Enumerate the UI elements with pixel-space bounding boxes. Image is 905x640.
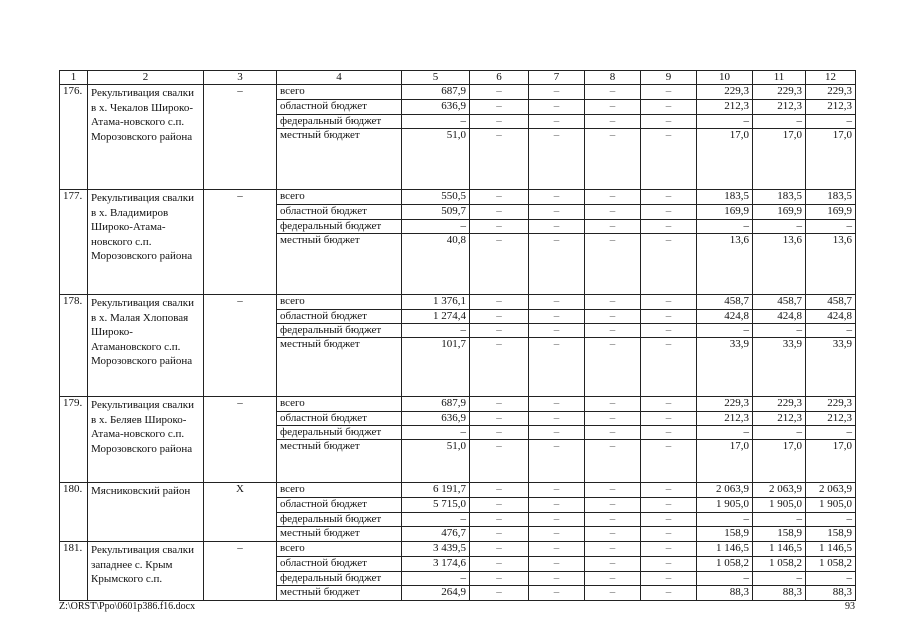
project-number: 179. (60, 397, 88, 483)
year-value: – (585, 310, 641, 324)
budget-source: областной бюджет (277, 205, 402, 220)
budget-source: местный бюджет (277, 129, 402, 190)
year-value: – (470, 513, 529, 527)
year-value: – (697, 115, 753, 129)
budget-source: федеральный бюджет (277, 426, 402, 440)
budget-source: всего (277, 295, 402, 310)
project-col3: – (204, 542, 277, 601)
year-value: – (470, 205, 529, 220)
year-value: – (641, 483, 697, 498)
year-value: – (470, 542, 529, 557)
year-value: – (470, 310, 529, 324)
project-name: Рекультивация свалки в х. Малая Хлоповая Широко-Атамановского с.п. Морозовского района (88, 295, 204, 397)
year-value: – (529, 527, 585, 542)
year-value: – (806, 513, 856, 527)
year-value: 17,0 (806, 440, 856, 483)
year-value: – (529, 100, 585, 115)
year-value: 1 905,0 (753, 498, 806, 513)
year-value: – (470, 397, 529, 412)
project-name: Рекультивация свалки в х. Беляев Широко-Атама-новского с.п. Морозовского района (88, 397, 204, 483)
budget-source: всего (277, 190, 402, 205)
year-value: – (585, 426, 641, 440)
year-value: – (806, 324, 856, 338)
year-value: – (470, 586, 529, 601)
year-value: – (806, 115, 856, 129)
year-value: – (470, 338, 529, 397)
year-value: 17,0 (697, 129, 753, 190)
year-value: 458,7 (753, 295, 806, 310)
header-cell: 11 (753, 71, 806, 85)
year-value: – (585, 234, 641, 295)
footer-file-path: Z:\ORST\Ppo\0601p386.f16.docx (59, 601, 196, 612)
budget-source: местный бюджет (277, 586, 402, 601)
year-value: – (585, 338, 641, 397)
year-value: – (641, 220, 697, 234)
table-row (60, 483, 856, 498)
budget-source: областной бюджет (277, 412, 402, 426)
year-value: – (470, 557, 529, 572)
year-value: 212,3 (753, 100, 806, 115)
year-value: – (470, 440, 529, 483)
year-value: 169,9 (753, 205, 806, 220)
total-value: – (402, 324, 470, 338)
table-row (60, 85, 856, 100)
year-value: 2 063,9 (697, 483, 753, 498)
year-value: 212,3 (697, 412, 753, 426)
year-value: – (470, 324, 529, 338)
total-value: 51,0 (402, 129, 470, 190)
year-value: – (641, 234, 697, 295)
year-value: – (585, 557, 641, 572)
header-cell: 4 (277, 71, 402, 85)
project-number: 177. (60, 190, 88, 295)
year-value: – (641, 586, 697, 601)
year-value: – (585, 129, 641, 190)
year-value: – (529, 498, 585, 513)
year-value: – (529, 295, 585, 310)
year-value: – (697, 513, 753, 527)
year-value: – (529, 572, 585, 586)
year-value: 424,8 (697, 310, 753, 324)
total-value: – (402, 115, 470, 129)
total-value: 1 376,1 (402, 295, 470, 310)
year-value: – (641, 324, 697, 338)
total-value: 509,7 (402, 205, 470, 220)
year-value: 33,9 (753, 338, 806, 397)
year-value: 169,9 (806, 205, 856, 220)
year-value: – (641, 542, 697, 557)
year-value: 1 146,5 (697, 542, 753, 557)
year-value: – (641, 310, 697, 324)
total-value: – (402, 220, 470, 234)
total-value: – (402, 572, 470, 586)
year-value: – (753, 115, 806, 129)
year-value: – (641, 557, 697, 572)
project-col3: – (204, 85, 277, 190)
header-cell: 7 (529, 71, 585, 85)
header-cell: 10 (697, 71, 753, 85)
year-value: – (806, 220, 856, 234)
total-value: 40,8 (402, 234, 470, 295)
year-value: – (529, 513, 585, 527)
year-value: 13,6 (753, 234, 806, 295)
year-value: – (641, 572, 697, 586)
year-value: – (470, 100, 529, 115)
budget-source: федеральный бюджет (277, 220, 402, 234)
year-value: – (641, 295, 697, 310)
year-value: – (529, 115, 585, 129)
year-value: 33,9 (697, 338, 753, 397)
budget-source: всего (277, 397, 402, 412)
total-value: 550,5 (402, 190, 470, 205)
project-col3: – (204, 190, 277, 295)
header-cell: 1 (60, 71, 88, 85)
project-name: Мясниковский район (88, 483, 204, 542)
year-value: 88,3 (753, 586, 806, 601)
total-value: 1 274,4 (402, 310, 470, 324)
year-value: – (641, 100, 697, 115)
budget-source: местный бюджет (277, 338, 402, 397)
project-number: 180. (60, 483, 88, 542)
header-cell: 8 (585, 71, 641, 85)
year-value: – (529, 483, 585, 498)
year-value: – (697, 220, 753, 234)
year-value: – (641, 440, 697, 483)
year-value: – (470, 426, 529, 440)
year-value: 183,5 (806, 190, 856, 205)
project-number: 178. (60, 295, 88, 397)
header-cell: 5 (402, 71, 470, 85)
year-value: – (529, 205, 585, 220)
footer-page-number: 93 (845, 601, 855, 612)
total-value: 476,7 (402, 527, 470, 542)
year-value: – (585, 498, 641, 513)
year-value: 1 146,5 (753, 542, 806, 557)
year-value: – (697, 426, 753, 440)
year-value: – (585, 527, 641, 542)
year-value: 17,0 (753, 440, 806, 483)
total-value: – (402, 426, 470, 440)
year-value: – (529, 324, 585, 338)
project-name: Рекультивация свалки в х. Владимиров Широко-Атама-новского с.п. Морозовского района (88, 190, 204, 295)
year-value: 1 905,0 (697, 498, 753, 513)
year-value: – (470, 572, 529, 586)
year-value: – (585, 295, 641, 310)
year-value: – (529, 542, 585, 557)
budget-source: федеральный бюджет (277, 513, 402, 527)
year-value: 212,3 (806, 100, 856, 115)
year-value: – (585, 324, 641, 338)
budget-source: местный бюджет (277, 440, 402, 483)
year-value: – (753, 324, 806, 338)
header-cell: 2 (88, 71, 204, 85)
total-value: 687,9 (402, 397, 470, 412)
table-row (60, 397, 856, 412)
year-value: 458,7 (697, 295, 753, 310)
budget-source: всего (277, 542, 402, 557)
year-value: – (529, 220, 585, 234)
year-value: – (585, 412, 641, 426)
year-value: – (470, 412, 529, 426)
year-value: – (529, 412, 585, 426)
year-value: – (641, 513, 697, 527)
year-value: – (753, 572, 806, 586)
year-value: 169,9 (697, 205, 753, 220)
year-value: – (470, 295, 529, 310)
header-cell: 6 (470, 71, 529, 85)
year-value: – (470, 527, 529, 542)
header-row (60, 71, 856, 85)
total-value: 264,9 (402, 586, 470, 601)
budget-table (59, 70, 856, 601)
year-value: – (585, 85, 641, 100)
year-value: – (470, 483, 529, 498)
total-value: 636,9 (402, 100, 470, 115)
year-value: 1 058,2 (806, 557, 856, 572)
project-col3: – (204, 295, 277, 397)
year-value: – (753, 426, 806, 440)
year-value: – (470, 498, 529, 513)
year-value: – (753, 220, 806, 234)
year-value: – (697, 324, 753, 338)
year-value: – (585, 513, 641, 527)
total-value: – (402, 513, 470, 527)
year-value: – (529, 129, 585, 190)
year-value: 229,3 (697, 397, 753, 412)
year-value: – (641, 338, 697, 397)
year-value: 88,3 (697, 586, 753, 601)
header-cell: 9 (641, 71, 697, 85)
year-value: – (529, 426, 585, 440)
year-value: – (529, 557, 585, 572)
budget-source: федеральный бюджет (277, 572, 402, 586)
total-value: 101,7 (402, 338, 470, 397)
year-value: – (585, 100, 641, 115)
year-value: – (585, 542, 641, 557)
year-value: – (470, 234, 529, 295)
year-value: 229,3 (806, 85, 856, 100)
year-value: – (641, 115, 697, 129)
total-value: 5 715,0 (402, 498, 470, 513)
year-value: – (641, 85, 697, 100)
year-value: 2 063,9 (753, 483, 806, 498)
year-value: 458,7 (806, 295, 856, 310)
year-value: – (585, 205, 641, 220)
year-value: 1 058,2 (697, 557, 753, 572)
year-value: – (529, 310, 585, 324)
year-value: 158,9 (697, 527, 753, 542)
year-value: 158,9 (806, 527, 856, 542)
project-col3: X (204, 483, 277, 542)
year-value: – (529, 338, 585, 397)
project-name: Рекультивация свалки западнее с. Крым Крымского с.п. (88, 542, 204, 601)
year-value: 229,3 (697, 85, 753, 100)
year-value: 88,3 (806, 586, 856, 601)
table-row (60, 542, 856, 557)
table-row (60, 190, 856, 205)
year-value: – (470, 190, 529, 205)
year-value: 33,9 (806, 338, 856, 397)
year-value: – (470, 85, 529, 100)
total-value: 51,0 (402, 440, 470, 483)
year-value: – (641, 205, 697, 220)
year-value: – (470, 220, 529, 234)
project-number: 181. (60, 542, 88, 601)
year-value: – (585, 586, 641, 601)
total-value: 6 191,7 (402, 483, 470, 498)
year-value: – (470, 115, 529, 129)
year-value: 17,0 (697, 440, 753, 483)
year-value: 183,5 (697, 190, 753, 205)
year-value: 2 063,9 (806, 483, 856, 498)
year-value: – (641, 397, 697, 412)
year-value: – (641, 498, 697, 513)
year-value: – (529, 190, 585, 205)
budget-source: областной бюджет (277, 310, 402, 324)
budget-source: областной бюджет (277, 557, 402, 572)
year-value: – (529, 85, 585, 100)
year-value: 212,3 (697, 100, 753, 115)
total-value: 3 439,5 (402, 542, 470, 557)
table-row (60, 295, 856, 310)
year-value: – (470, 129, 529, 190)
budget-source: федеральный бюджет (277, 115, 402, 129)
year-value: – (753, 513, 806, 527)
budget-source: областной бюджет (277, 100, 402, 115)
year-value: – (585, 572, 641, 586)
year-value: 424,8 (753, 310, 806, 324)
year-value: 229,3 (753, 85, 806, 100)
year-value: 17,0 (753, 129, 806, 190)
project-name: Рекультивация свалки в х. Чекалов Широко-Атама-новского с.п. Морозовского района (88, 85, 204, 190)
year-value: – (641, 426, 697, 440)
year-value: 212,3 (806, 412, 856, 426)
year-value: 424,8 (806, 310, 856, 324)
year-value: – (641, 527, 697, 542)
year-value: – (529, 397, 585, 412)
year-value: 17,0 (806, 129, 856, 190)
year-value: 13,6 (806, 234, 856, 295)
header-cell: 12 (806, 71, 856, 85)
budget-source: федеральный бюджет (277, 324, 402, 338)
year-value: 229,3 (806, 397, 856, 412)
year-value: – (529, 234, 585, 295)
project-col3: – (204, 397, 277, 483)
table-body (60, 85, 856, 601)
year-value: – (529, 586, 585, 601)
year-value: 1 905,0 (806, 498, 856, 513)
year-value: – (585, 115, 641, 129)
year-value: – (585, 483, 641, 498)
year-value: – (641, 412, 697, 426)
year-value: 158,9 (753, 527, 806, 542)
project-number: 176. (60, 85, 88, 190)
total-value: 636,9 (402, 412, 470, 426)
year-value: – (697, 572, 753, 586)
year-value: 212,3 (753, 412, 806, 426)
year-value: 1 058,2 (753, 557, 806, 572)
budget-source: местный бюджет (277, 234, 402, 295)
year-value: 13,6 (697, 234, 753, 295)
year-value: 229,3 (753, 397, 806, 412)
budget-source: всего (277, 85, 402, 100)
budget-source: областной бюджет (277, 498, 402, 513)
year-value: 1 146,5 (806, 542, 856, 557)
year-value: – (806, 572, 856, 586)
total-value: 687,9 (402, 85, 470, 100)
year-value: – (585, 397, 641, 412)
year-value: – (806, 426, 856, 440)
year-value: 183,5 (753, 190, 806, 205)
year-value: – (529, 440, 585, 483)
year-value: – (585, 440, 641, 483)
budget-source: местный бюджет (277, 527, 402, 542)
header-cell: 3 (204, 71, 277, 85)
year-value: – (585, 190, 641, 205)
year-value: – (641, 190, 697, 205)
year-value: – (641, 129, 697, 190)
year-value: – (585, 220, 641, 234)
budget-source: всего (277, 483, 402, 498)
total-value: 3 174,6 (402, 557, 470, 572)
